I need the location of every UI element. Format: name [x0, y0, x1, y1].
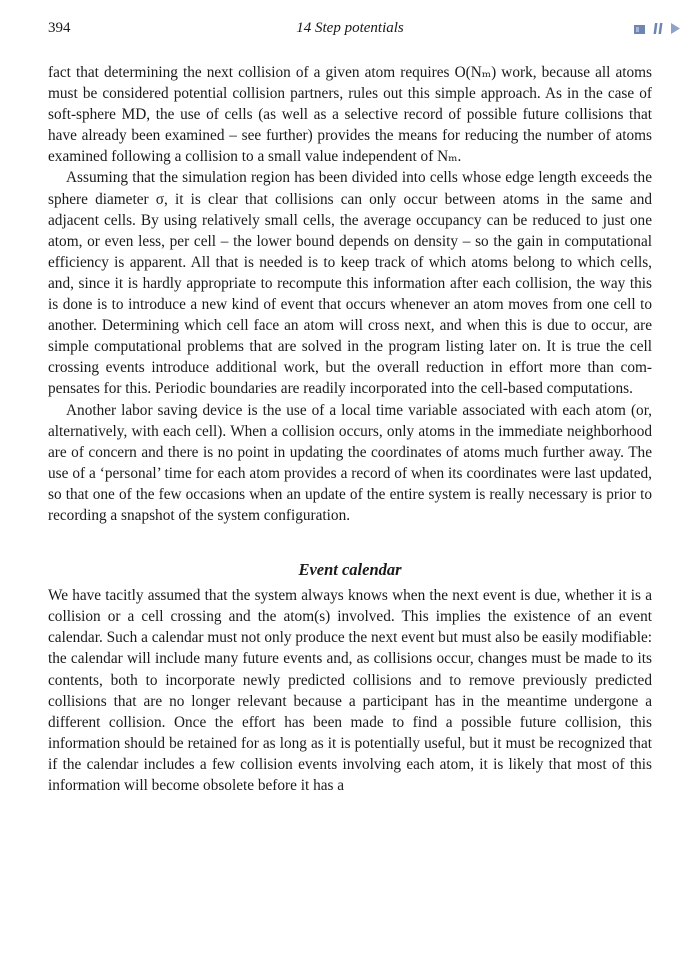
paragraph-cells: Assuming that the simulation region has been divided into cells whose edge length exceeds the sphere diameter σ, it is clear that collisions can only occur between atoms in the same and adjacent cells. By using relatively small cells, the average occupancy can be reduced to just one atom, or even less, per cell – the lower bound depends on density – so the gain in computational efficiency is apparent. All that is needed is to keep track of which atoms belong to which cells, and, since it is hardly appropriate to recompute this information after each collision, the way this is done is to introduce a new kind of event that occurs whenever an atom moves from one cell to another. Determining which cell face an atom will cross next, and when this is due to occur, are simple computational problems that are solved in the program listing later on. It is true the cell crossing events introduce additional work, but the overall reduction in effort more than compensates for this. Periodic boundaries are readily incorporated into the cell-based computations. — [48, 169, 652, 398]
page-view-icon[interactable] — [634, 22, 645, 39]
paragraph-event-calendar: We have tacitly assumed that the system always knows when the next event is due, whether it is a collision or a cell crossing and the atom(s) involved. This implies the existence of an event calendar. Such a calendar must not only produce the next event but must also be easily modifiable: the calendar will include many future events and, as collisions occur, changes must be made to its contents, both to incorporate newly predicted collisions and to remove previously predicted collisions that are no longer relevant because a participant has in the meantime undergone a different collision. Once the effort has been made to find a possible future collision, this information should be retained for as long as it is potentially useful, but it must be recognized that if the calendar includes a few collision events involving each atom, it is likely that most of this information will become obsolete before it has a — [48, 587, 652, 794]
page-header — [48, 20, 652, 42]
pause-icon[interactable] — [653, 22, 663, 39]
play-icon[interactable] — [671, 22, 680, 39]
reader-nav — [634, 22, 680, 39]
section-heading: Event calendar — [298, 560, 402, 580]
paragraph-local-time: Another labor saving device is the use of a local time variable associated with each atom (or, alternatively, with each cell). When a collision occurs, only atoms in the immediate neighborhood are of concern and there is no point in updating the coordinates of atoms much further away. The use of a ‘personal’ time for each atom provides a record of when its coordinates were last updated, so that one of the few occasions when an update of the entire system is really necessary is prior to recording a snapshot of the system configuration. — [48, 401, 652, 524]
page-body — [48, 62, 652, 796]
paragraph-continued: fact that determining the next collision of a given atom requires O(Nₘ) work, because all atoms must be considered potential collision partners, rules out this simple approach. As in the case of soft-sphere MD, the use of cells (as well as a selective record of possible future collisions that have already been examined – see further) provides the means for reducing the number of atoms examined following a collision to a small value independent of Nₘ. — [48, 64, 652, 166]
running-title: 14 Step potentials — [296, 20, 404, 36]
page-number: 394 — [48, 20, 71, 36]
